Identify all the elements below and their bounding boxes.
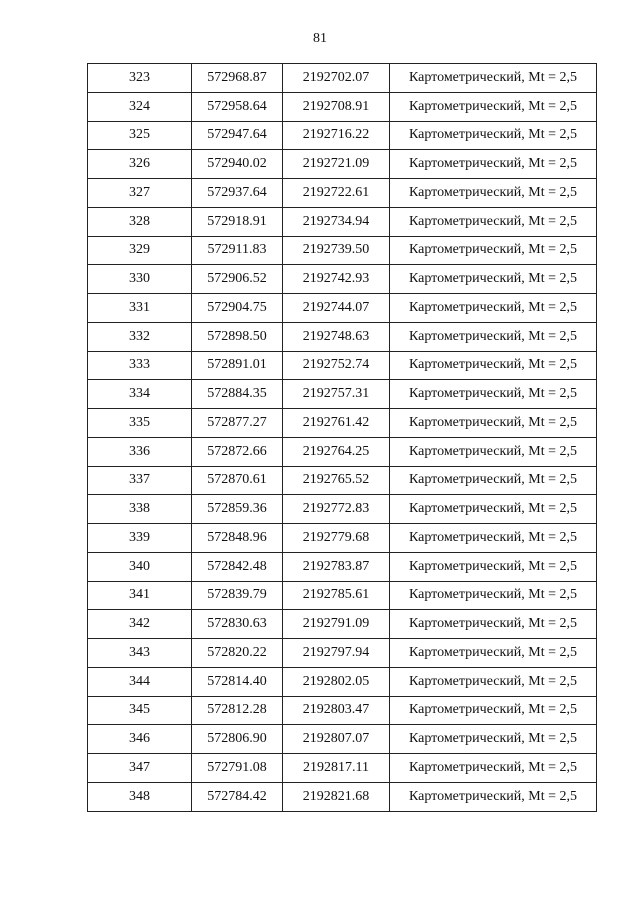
point-number-cell: 340 <box>88 552 192 581</box>
table-row <box>88 495 597 524</box>
y-coordinate-cell: 2192791.09 <box>283 610 390 639</box>
x-coordinate-cell: 572898.50 <box>192 322 283 351</box>
table-row <box>88 294 597 323</box>
y-coordinate-cell: 2192802.05 <box>283 667 390 696</box>
method-cell: Картометрический, Mt = 2,5 <box>390 207 597 236</box>
y-coordinate-cell: 2192817.11 <box>283 754 390 783</box>
method-cell: Картометрический, Mt = 2,5 <box>390 696 597 725</box>
table-row <box>88 639 597 668</box>
y-coordinate-cell: 2192765.52 <box>283 466 390 495</box>
point-number-cell: 337 <box>88 466 192 495</box>
point-number-cell: 323 <box>88 64 192 93</box>
x-coordinate-cell: 572859.36 <box>192 495 283 524</box>
x-coordinate-cell: 572842.48 <box>192 552 283 581</box>
x-coordinate-cell: 572947.64 <box>192 121 283 150</box>
method-cell: Картометрический, Mt = 2,5 <box>390 466 597 495</box>
table-row <box>88 322 597 351</box>
table-row <box>88 351 597 380</box>
method-cell: Картометрический, Mt = 2,5 <box>390 236 597 265</box>
y-coordinate-cell: 2192722.61 <box>283 179 390 208</box>
y-coordinate-cell: 2192761.42 <box>283 409 390 438</box>
method-cell: Картометрический, Mt = 2,5 <box>390 725 597 754</box>
x-coordinate-cell: 572806.90 <box>192 725 283 754</box>
table-row <box>88 64 597 93</box>
table-row <box>88 437 597 466</box>
point-number-cell: 326 <box>88 150 192 179</box>
x-coordinate-cell: 572958.64 <box>192 92 283 121</box>
table-row <box>88 725 597 754</box>
x-coordinate-cell: 572940.02 <box>192 150 283 179</box>
x-coordinate-cell: 572812.28 <box>192 696 283 725</box>
method-cell: Картометрический, Mt = 2,5 <box>390 380 597 409</box>
point-number-cell: 346 <box>88 725 192 754</box>
y-coordinate-cell: 2192739.50 <box>283 236 390 265</box>
y-coordinate-cell: 2192821.68 <box>283 782 390 811</box>
point-number-cell: 328 <box>88 207 192 236</box>
y-coordinate-cell: 2192702.07 <box>283 64 390 93</box>
point-number-cell: 329 <box>88 236 192 265</box>
point-number-cell: 336 <box>88 437 192 466</box>
point-number-cell: 331 <box>88 294 192 323</box>
method-cell: Картометрический, Mt = 2,5 <box>390 351 597 380</box>
y-coordinate-cell: 2192752.74 <box>283 351 390 380</box>
y-coordinate-cell: 2192748.63 <box>283 322 390 351</box>
method-cell: Картометрический, Mt = 2,5 <box>390 782 597 811</box>
y-coordinate-cell: 2192744.07 <box>283 294 390 323</box>
table-row <box>88 265 597 294</box>
y-coordinate-cell: 2192783.87 <box>283 552 390 581</box>
point-number-cell: 332 <box>88 322 192 351</box>
table-row <box>88 782 597 811</box>
point-number-cell: 338 <box>88 495 192 524</box>
y-coordinate-cell: 2192764.25 <box>283 437 390 466</box>
table-row <box>88 409 597 438</box>
method-cell: Картометрический, Mt = 2,5 <box>390 437 597 466</box>
method-cell: Картометрический, Mt = 2,5 <box>390 64 597 93</box>
point-number-cell: 348 <box>88 782 192 811</box>
table-row <box>88 236 597 265</box>
x-coordinate-cell: 572918.91 <box>192 207 283 236</box>
table-row <box>88 92 597 121</box>
method-cell: Картометрический, Mt = 2,5 <box>390 150 597 179</box>
point-number-cell: 324 <box>88 92 192 121</box>
x-coordinate-cell: 572870.61 <box>192 466 283 495</box>
x-coordinate-cell: 572877.27 <box>192 409 283 438</box>
x-coordinate-cell: 572820.22 <box>192 639 283 668</box>
y-coordinate-cell: 2192797.94 <box>283 639 390 668</box>
method-cell: Картометрический, Mt = 2,5 <box>390 322 597 351</box>
x-coordinate-cell: 572937.64 <box>192 179 283 208</box>
table-row <box>88 207 597 236</box>
method-cell: Картометрический, Mt = 2,5 <box>390 92 597 121</box>
x-coordinate-cell: 572791.08 <box>192 754 283 783</box>
point-number-cell: 325 <box>88 121 192 150</box>
y-coordinate-cell: 2192785.61 <box>283 581 390 610</box>
y-coordinate-cell: 2192742.93 <box>283 265 390 294</box>
point-number-cell: 341 <box>88 581 192 610</box>
point-number-cell: 327 <box>88 179 192 208</box>
point-number-cell: 335 <box>88 409 192 438</box>
x-coordinate-cell: 572904.75 <box>192 294 283 323</box>
x-coordinate-cell: 572891.01 <box>192 351 283 380</box>
table-row <box>88 179 597 208</box>
table-row <box>88 552 597 581</box>
method-cell: Картометрический, Mt = 2,5 <box>390 754 597 783</box>
y-coordinate-cell: 2192779.68 <box>283 524 390 553</box>
x-coordinate-cell: 572911.83 <box>192 236 283 265</box>
table-row <box>88 581 597 610</box>
point-number-cell: 330 <box>88 265 192 294</box>
method-cell: Картометрический, Mt = 2,5 <box>390 610 597 639</box>
method-cell: Картометрический, Mt = 2,5 <box>390 495 597 524</box>
table-row <box>88 121 597 150</box>
point-number-cell: 333 <box>88 351 192 380</box>
y-coordinate-cell: 2192757.31 <box>283 380 390 409</box>
y-coordinate-cell: 2192734.94 <box>283 207 390 236</box>
x-coordinate-cell: 572814.40 <box>192 667 283 696</box>
y-coordinate-cell: 2192772.83 <box>283 495 390 524</box>
coordinates-table <box>87 63 597 812</box>
x-coordinate-cell: 572830.63 <box>192 610 283 639</box>
table-row <box>88 150 597 179</box>
y-coordinate-cell: 2192807.07 <box>283 725 390 754</box>
point-number-cell: 334 <box>88 380 192 409</box>
table-row <box>88 696 597 725</box>
point-number-cell: 347 <box>88 754 192 783</box>
method-cell: Картометрический, Mt = 2,5 <box>390 265 597 294</box>
method-cell: Картометрический, Mt = 2,5 <box>390 639 597 668</box>
method-cell: Картометрический, Mt = 2,5 <box>390 552 597 581</box>
method-cell: Картометрический, Mt = 2,5 <box>390 667 597 696</box>
method-cell: Картометрический, Mt = 2,5 <box>390 121 597 150</box>
x-coordinate-cell: 572839.79 <box>192 581 283 610</box>
method-cell: Картометрический, Mt = 2,5 <box>390 294 597 323</box>
table-row <box>88 610 597 639</box>
page-number: 81 <box>313 31 327 46</box>
x-coordinate-cell: 572784.42 <box>192 782 283 811</box>
point-number-cell: 345 <box>88 696 192 725</box>
x-coordinate-cell: 572968.87 <box>192 64 283 93</box>
table-row <box>88 524 597 553</box>
method-cell: Картометрический, Mt = 2,5 <box>390 581 597 610</box>
x-coordinate-cell: 572884.35 <box>192 380 283 409</box>
point-number-cell: 339 <box>88 524 192 553</box>
point-number-cell: 343 <box>88 639 192 668</box>
point-number-cell: 344 <box>88 667 192 696</box>
method-cell: Картометрический, Mt = 2,5 <box>390 524 597 553</box>
table-row <box>88 667 597 696</box>
coordinates-table-body <box>88 64 597 812</box>
method-cell: Картометрический, Mt = 2,5 <box>390 409 597 438</box>
table-row <box>88 754 597 783</box>
method-cell: Картометрический, Mt = 2,5 <box>390 179 597 208</box>
y-coordinate-cell: 2192803.47 <box>283 696 390 725</box>
point-number-cell: 342 <box>88 610 192 639</box>
y-coordinate-cell: 2192708.91 <box>283 92 390 121</box>
x-coordinate-cell: 572848.96 <box>192 524 283 553</box>
x-coordinate-cell: 572872.66 <box>192 437 283 466</box>
y-coordinate-cell: 2192721.09 <box>283 150 390 179</box>
table-row <box>88 466 597 495</box>
y-coordinate-cell: 2192716.22 <box>283 121 390 150</box>
table-row <box>88 380 597 409</box>
x-coordinate-cell: 572906.52 <box>192 265 283 294</box>
